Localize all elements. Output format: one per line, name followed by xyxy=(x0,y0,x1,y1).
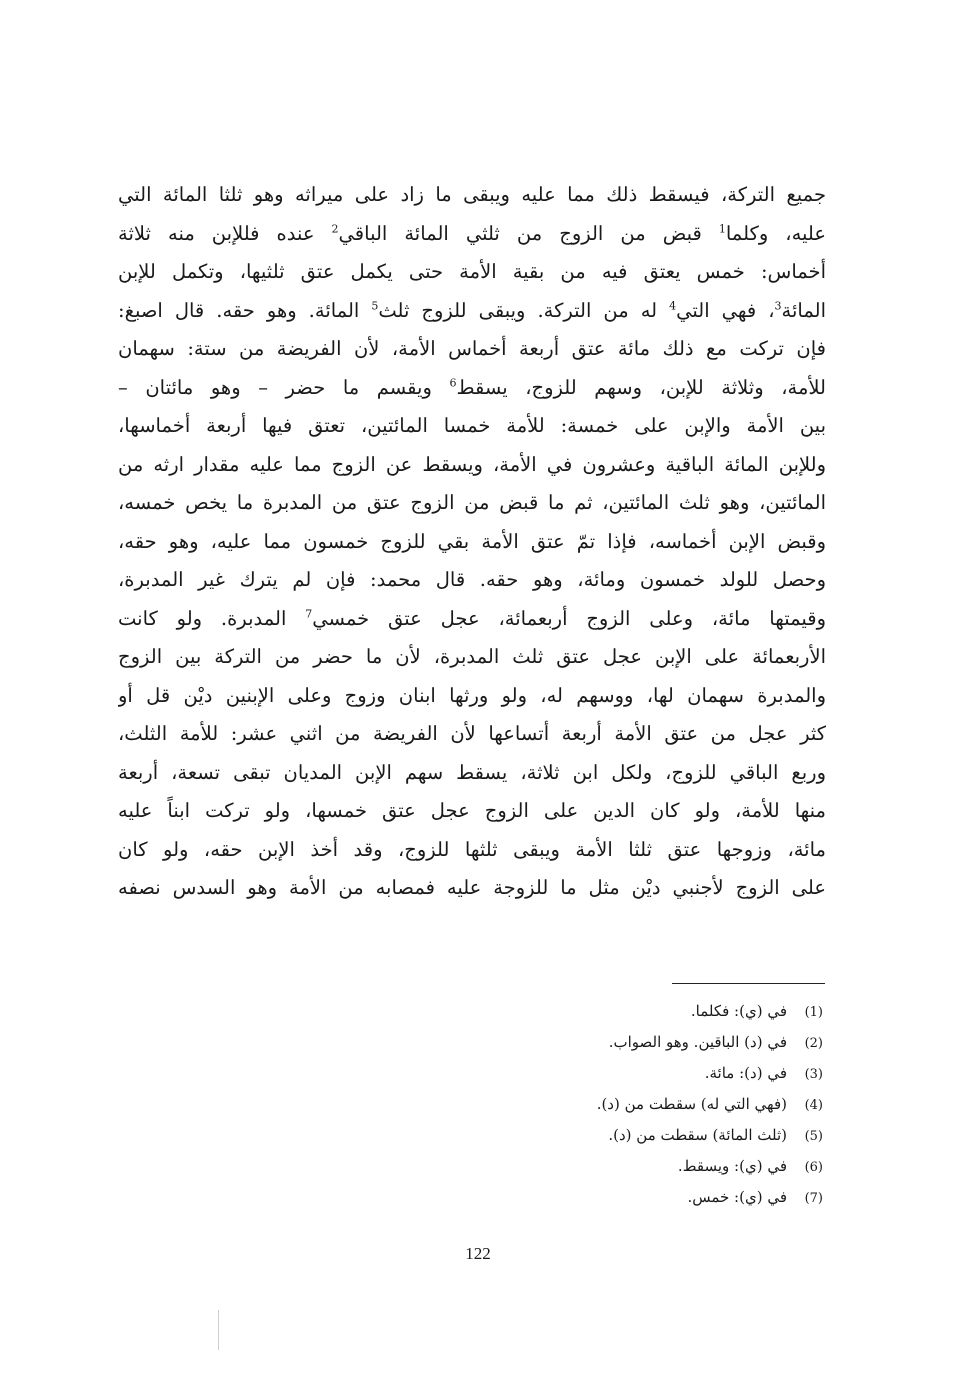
footnote-text: (فهي التي له) سقطت من (د). xyxy=(596,1095,787,1113)
text-line xyxy=(118,869,826,908)
text-run: المدبرة. ولو كانت xyxy=(118,606,306,630)
text-line xyxy=(118,176,826,215)
footnote-ref: 6 xyxy=(449,376,457,389)
footnote xyxy=(403,1089,823,1120)
text-run: فإن تركت مع ذلك مائة عتق أربعة أخماس الأمة، لأن الفريضة من ستة: سهمان xyxy=(118,337,826,360)
page-number: 122 xyxy=(465,1244,491,1263)
text-run: له من التركة. ويبقى للزوج ثلث xyxy=(378,298,670,322)
footnote-number: (6) xyxy=(804,1160,823,1175)
text-run: جميع التركة، فيسقط ذلك مما عليه ويبقى ما زاد على ميراثه وهو ثلثا المائة التي xyxy=(118,183,826,206)
text-line xyxy=(118,330,826,369)
footnote xyxy=(403,1151,823,1182)
text-run: وربع الباقي للزوج، ولكل ابن ثلاثة، يسقط سهم الإبن المديان تبقى تسعة، أربعة xyxy=(118,760,826,784)
text-run: ويقسم ما حضر – وهو مائتان – xyxy=(118,375,450,399)
footnote-number: (4) xyxy=(804,1098,823,1113)
text-run: منها للأمة، ولو كان الدين على الزوج عجل عتق خمسها، ولو تركت ابناً عليه xyxy=(118,799,826,822)
text-line xyxy=(118,215,826,254)
text-line xyxy=(118,754,826,793)
footnote xyxy=(403,1058,823,1089)
text-run: بين الأمة والإبن على خمسة: للأمة خمسا المائتين، تعتق فيها أربعة أخماسها، xyxy=(118,414,826,437)
text-run: المائة xyxy=(781,298,826,322)
text-run: أخماس: خمس يعتق فيه من بقية الأمة حتى يكمل عتق ثلثيها، وتكمل للإبن xyxy=(118,260,826,283)
body-text xyxy=(118,176,826,908)
footnote-ref: 2 xyxy=(331,222,339,235)
footnote xyxy=(403,1120,823,1151)
footnote-text: (ثلث المائة) سقطت من (د). xyxy=(608,1126,787,1144)
text-line xyxy=(118,369,826,408)
footnote-number: (3) xyxy=(804,1067,823,1082)
text-run: عنده فللإبن منه ثلاثة xyxy=(118,221,332,245)
footnote xyxy=(403,1182,823,1213)
footnotes xyxy=(403,996,823,1213)
text-line xyxy=(118,831,826,870)
text-run: قبض من الزوج من ثلثي المائة الباقي xyxy=(338,221,719,245)
text-line xyxy=(118,484,826,523)
text-run: للأمة، وثلاثة للإبن، وسهم للزوج، يسقط xyxy=(456,375,826,399)
text-run: والمدبرة سهمان لها، ووسهم له، ولو ورثها ابنان وزوج وعلى الإبنين ديْن قل أو xyxy=(118,683,826,707)
text-run: ، فهي التي xyxy=(676,298,775,322)
text-line xyxy=(118,292,826,331)
text-run: على الزوج لأجنبي ديْن مثل ما للزوجة عليه فمصابه من الأمة وهو السدس نصفه xyxy=(118,876,826,899)
text-run: الأربعمائة على الإبن عجل عتق ثلث المدبرة، لأن ما حضر من التركة بين الزوج xyxy=(118,645,826,668)
text-run: كثر عجل من عتق الأمة أربعة أتساعها لأن الفريضة من اثني عشر: للأمة الثلث، xyxy=(118,722,826,745)
text-run: مائة، وزوجها عتق ثلثا الأمة ويبقى ثلثها للزوج، وقد أخذ الإبن حقه، ولو كان xyxy=(118,837,826,861)
text-run: وللإبن المائة الباقية وعشرون في الأمة، ويسقط عن الزوج مما عليه مقدار ارثه من xyxy=(118,452,826,476)
footnote-text: في (ي): فكلما. xyxy=(690,1002,787,1020)
text-run: المائتين، وهو ثلث المائتين، ثم ما قبض من الزوج عتق من المدبرة ما يخص خمسه، xyxy=(118,491,826,514)
text-line xyxy=(118,715,826,754)
text-line xyxy=(118,600,826,639)
text-run: المائة. وهو حقه. قال اصبغ: xyxy=(118,298,372,322)
text-line xyxy=(118,446,826,485)
text-line xyxy=(118,253,826,292)
footnote-number: (1) xyxy=(804,1005,823,1020)
footnote-divider xyxy=(672,983,825,984)
footnote-ref: 4 xyxy=(669,299,677,312)
text-line xyxy=(118,638,826,677)
footnote-text: في (د) الباقين. وهو الصواب. xyxy=(608,1033,787,1051)
footnote-ref: 3 xyxy=(774,299,782,312)
footnote xyxy=(403,1027,823,1058)
footnote-ref: 1 xyxy=(718,222,726,235)
text-line xyxy=(118,561,826,600)
footnote xyxy=(403,996,823,1027)
text-run: وقيمتها مائة، وعلى الزوج أربعمائة، عجل عتق خمسي xyxy=(312,606,826,630)
text-run: عليه، وكلما xyxy=(725,221,826,245)
text-run: وحصل للولد خمسون ومائة، وهو حقه. قال محمد: فإن لم يترك غير المدبرة، xyxy=(118,568,826,591)
footnote-text: في (ي): ويسقط. xyxy=(677,1157,787,1175)
text-line xyxy=(118,407,826,446)
footnote-ref: 7 xyxy=(305,607,313,620)
footnote-number: (7) xyxy=(804,1191,823,1206)
text-line xyxy=(118,792,826,831)
footnote-text: في (ي): خمس. xyxy=(687,1188,787,1206)
text-run: وقبض الإبن أخماسه، فإذا تمّ عتق الأمة بقي للزوج خمسون مما عليه، وهو حقه، xyxy=(118,529,826,553)
footnote-number: (2) xyxy=(804,1036,823,1051)
text-line xyxy=(118,677,826,716)
footnote-number: (5) xyxy=(804,1129,823,1144)
text-line xyxy=(118,523,826,562)
scan-mark xyxy=(218,1310,219,1350)
footnote-ref: 5 xyxy=(371,299,379,312)
footnote-text: في (د): مائة. xyxy=(704,1064,787,1082)
